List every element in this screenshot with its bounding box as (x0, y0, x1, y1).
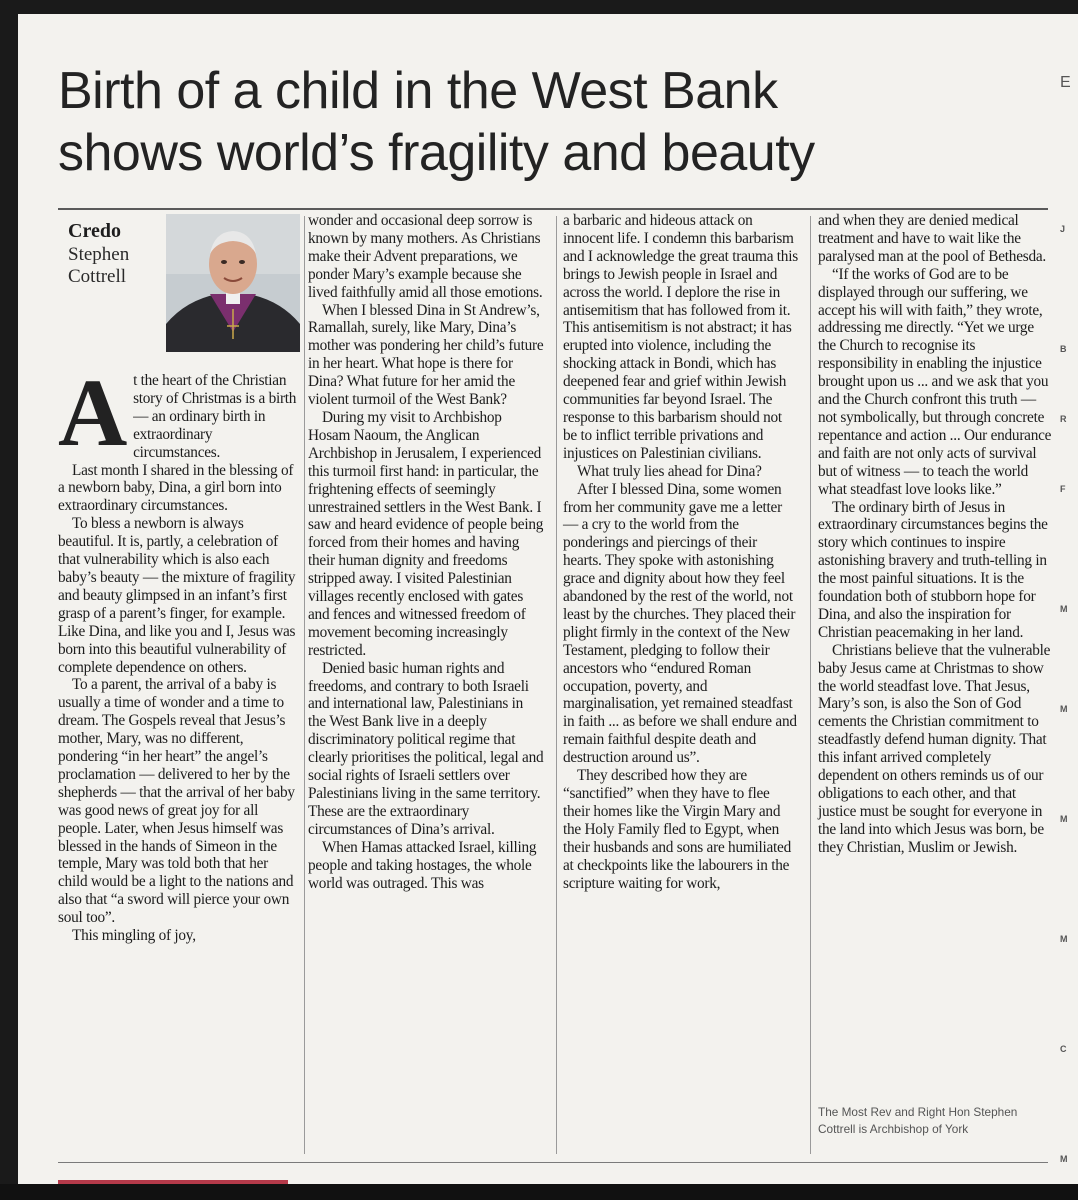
paragraph: After I blessed Dina, some women from her community gave me a letter — a cry to the world from the ponderings and piercings of their hearts. They spoke with astonishing grace and dignity about how they feel abandoned by the rest of the world, not least by the churches. They placed their plight firmly in the context of the New Testament, pledging to follow their ancestors who “endured Roman occupation, poverty, and marginalisation, yet remained steadfast in faith ... as before we shall endure and remain faithful despite death and destruction around us”. (563, 480, 797, 767)
article-column-3 (563, 212, 799, 892)
author-name (68, 244, 129, 288)
cropped-glyph: B (1060, 344, 1067, 354)
article-column-2 (308, 212, 544, 892)
article-column-1 (58, 359, 298, 945)
cropped-glyph: R (1060, 414, 1067, 424)
bottom-rule (58, 1162, 1048, 1163)
author-bio: The Most Rev and Right Hon Stephen Cottrell is Archbishop of York (818, 1105, 1018, 1136)
column-divider (304, 216, 305, 1154)
paragraph: To a parent, the arrival of a baby is usually a time of wonder and a time to dream. The Gospels reveal that Jesus’s mother, Mary, was no different, pondering “in her heart” the angel’s proclamation — delivered to her by the shepherds — that the arrival of her baby was good news of great joy for all people. Later, when Jesus himself was blessed in the hands of Simeon in the temple, Mary was told both that her child would be a light to the nations and also that “a sword will pierce your own soul too”. (58, 676, 295, 927)
paragraph: When I blessed Dina in St Andrew’s, Ramallah, surely, like Mary, Dina’s mother was pondering her child’s future in her heart. What hope is there for Dina? What future for her amid the violent turmoil of the West Bank? (308, 301, 544, 409)
paragraph: To bless a newborn is always beautiful. It is, partly, a celebration of that vulnerability which is also each baby’s beauty — the mixture of fragility and beauty glimpsed in an infant’s first grasp of a parent’s finger, for example. Like Dina, and like you and I, Jesus was born into this beautiful vulnerability of complete dependence on others. (58, 515, 296, 676)
paragraph: During my visit to Archbishop Hosam Naoum, the Anglican Archbishop in Jerusalem, I experienced this turmoil first hand: in particular, the frightening effects of seemingly unrestrained settlers in the West Bank. I saw and heard evidence of people being forced from their homes and having their human dignity and freedoms stripped away. I visited Palestinian villages recently enclosed with gates and fences and witnessed freedom of movement becoming increasingly restricted. (308, 408, 544, 659)
paragraph: Denied basic human rights and freedoms, and contrary to both Israeli and international law, Palestinians in the West Bank live in a deeply discriminatory political regime that clearly prioritises the political, legal and social rights of Israeli settlers over Palestinians living in the same territory. These are the extraordinary circumstances of Dina’s arrival. (308, 659, 544, 838)
cropped-glyph: C (1060, 1044, 1067, 1054)
portrait-image (166, 214, 300, 352)
author-photo (166, 214, 300, 352)
top-rule (58, 208, 1048, 210)
article-column-4 (818, 212, 1054, 857)
column-label: Credo (68, 220, 121, 242)
headline-line-1: Birth of a child in the West Bank (58, 62, 778, 120)
paragraph: This mingling of joy, (72, 927, 196, 945)
adjacent-column-edge (1058, 74, 1078, 1174)
drop-cap: A (58, 359, 128, 466)
paragraph: Christians believe that the vulnerable baby Jesus came at Christmas to show the world steadfast love. That Jesus, Mary’s son, is also the Son of God cements the Christian commitment to steadfastly defend human dignity. That this infant arrived completely dependent on others reminds us of our obligations to each other, and that justice must be sought for everyone in the land into which Jesus was born, be they Christian, Muslim or Jewish. (818, 641, 1051, 856)
cropped-glyph: M (1060, 1154, 1068, 1164)
paragraph: and when they are denied medical treatment and have to wait like the paralysed man at the pool of Bethesda. (818, 212, 1046, 265)
column-divider (810, 216, 811, 1154)
cropped-glyph: J (1060, 224, 1066, 234)
byline-box (58, 214, 300, 354)
paragraph: The ordinary birth of Jesus in extraordinary circumstances begins the story which continues to inspire astonishing bravery and truth-telling in the most painful situations. It is the foundation both of stubborn hope for Dina, and also the inspiration for Christian peacemaking in her land. (818, 498, 1048, 641)
cropped-glyph: E (1060, 74, 1071, 91)
paragraph: When Hamas attacked Israel, killing people and taking hostages, the whole world was outraged. This was (308, 838, 537, 892)
column-divider (556, 216, 557, 1154)
paragraph: “If the works of God are to be displayed through our suffering, we accept his will with faith,” they wrote, addressing me directly. “Yet we urge the Church to recognise its responsibility in enabling the injustice brought upon us ... and we ask that you and the Church confront this truth — not symbolically, but through concrete repentance and action ... Our endurance and faith are not only acts of survival but of witness — to teach the world what steadfast love looks like.” (818, 265, 1052, 498)
paragraph: wonder and occasional deep sorrow is known by many mothers. As Christians make their Advent preparations, we ponder Mary’s example because she lived faithfully amid all those emotions. (308, 212, 543, 301)
bottom-black-bar (0, 1184, 1078, 1200)
cropped-glyph: M (1060, 934, 1068, 944)
cropped-glyph: M (1060, 814, 1068, 824)
paragraph: Last month I shared in the blessing of a newborn baby, Dina, a girl born into extraordinary circumstances. (58, 461, 294, 515)
cropped-glyph: F (1060, 484, 1066, 494)
headline-line-2: shows world’s fragility and beauty (58, 124, 815, 182)
cropped-glyph: M (1060, 604, 1068, 614)
newspaper-page (18, 14, 1078, 1184)
author-first-name: Stephen (68, 244, 130, 265)
author-last-name: Cottrell (68, 266, 127, 287)
headline (58, 60, 1048, 184)
paragraph: They described how they are “sanctified” when they have to flee their homes like the Virgin Mary and the Holy Family fled to Egypt, when their husbands and sons are humiliated at checkpoints like the labourers in the scripture waiting for work, (563, 767, 791, 892)
paragraph: a barbaric and hideous attack on innocent life. I condemn this barbarism and I acknowledge the great trauma this brings to Jewish people in Israel and across the world. I deplore the rise in antisemitism that has followed from it. This antisemitism is not abstract; it has erupted into violence, including the shocking attack in Bondi, which has deepened fear and grief within Jewish communities far beyond Israel. The response to this barbarism should not be to inflict terrible privations and injustices on Palestinian civilians. (563, 212, 798, 462)
paragraph: What truly lies ahead for Dina? (577, 462, 762, 480)
paragraph: t the heart of the Christian story of Christmas is a birth — an ordinary birth in extraordinary circumstances. (133, 372, 297, 461)
cropped-glyph: M (1060, 704, 1068, 714)
